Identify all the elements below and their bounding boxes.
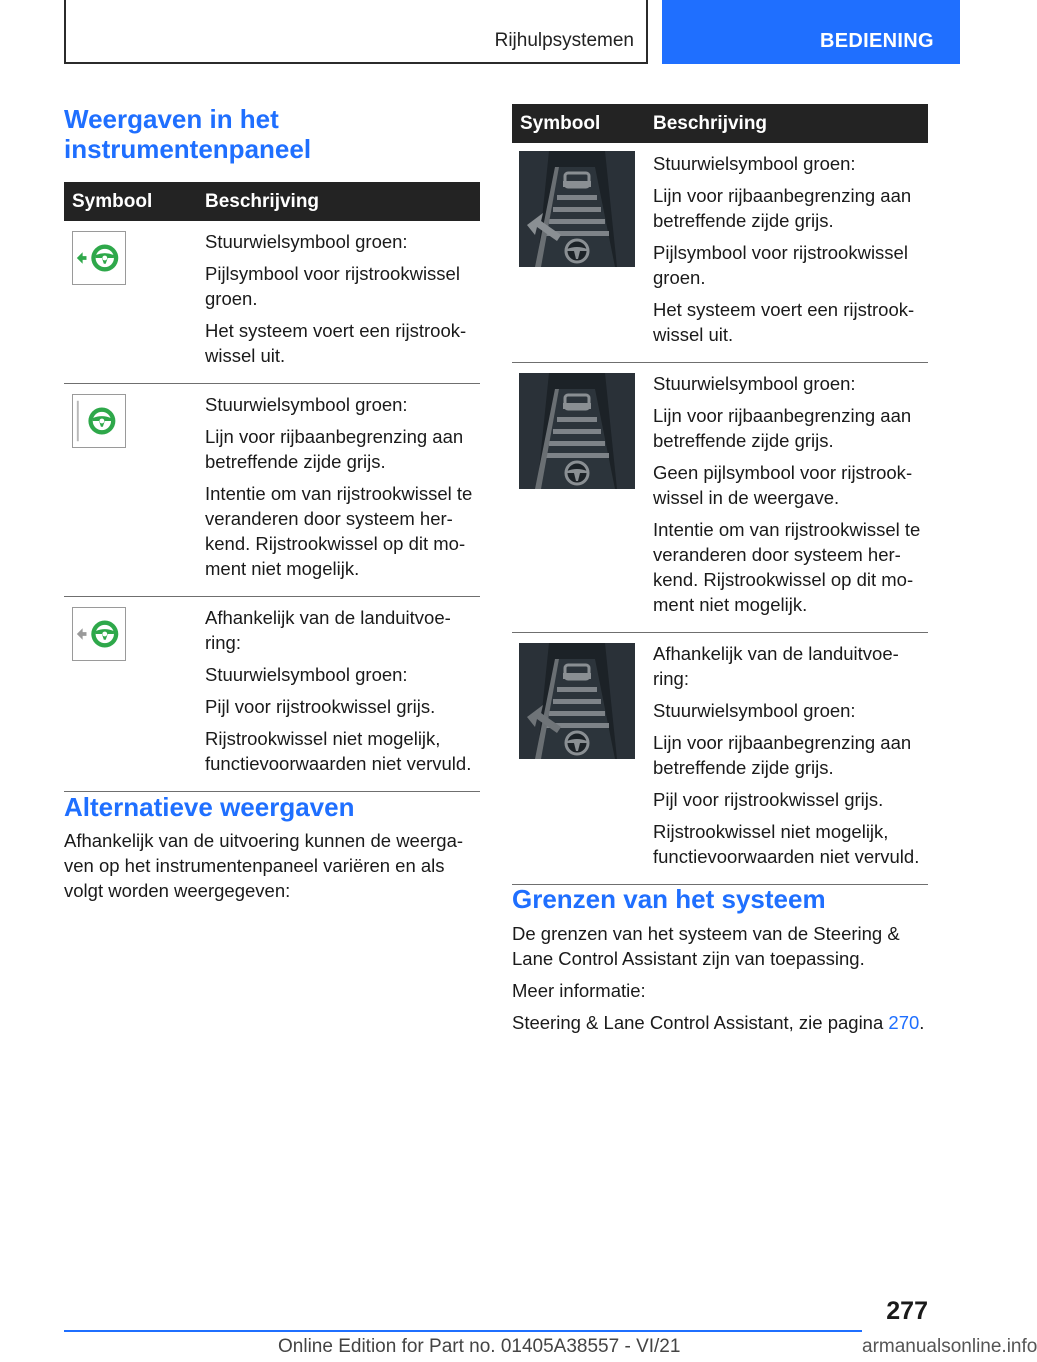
table-row	[512, 363, 928, 633]
row-text: Pijl voor rijstrookwissel grijs.	[653, 789, 884, 810]
row-text: Stuurwielsymbool groen:	[205, 394, 408, 415]
row-text: Pijl voor rijstrookwissel grijs.	[205, 696, 436, 717]
row-text: Lijn voor rijbaanbegrenzing aan betreffende zijde grijs.	[205, 426, 464, 472]
table-row	[512, 633, 928, 885]
table-row	[512, 143, 928, 363]
row-text: Afhankelijk van de landuitvoering:	[653, 643, 899, 689]
page-link-270[interactable]: 270	[888, 1012, 920, 1033]
row-text: Stuurwielsymbool groen:	[205, 231, 408, 252]
section-text-grenzen: De grenzen van het systeem van de Steering & Lane Control Assistant zijn van toepassing.	[512, 923, 900, 969]
row-text: Het systeem voert een rijstrookwissel uit.	[205, 320, 467, 366]
footer-watermark: armanualsonline.info	[862, 1336, 1037, 1357]
header-section-box	[64, 0, 648, 64]
reference-suffix: .	[919, 1012, 925, 1033]
table-header-row	[512, 104, 928, 143]
steering-wheel-green-icon	[72, 394, 126, 448]
row-text: Pijlsymbool voor rijstrookwissel groen.	[653, 242, 908, 288]
section-title-weergaven: Weergaven in het instrumentenpaneel	[64, 104, 312, 164]
footer-edition: Online Edition for Part no. 01405A38557 - VI/21	[278, 1336, 681, 1357]
table-header-symbol: Symbool	[64, 182, 201, 221]
footer-divider	[64, 1330, 862, 1332]
row-text: Lijn voor rijbaanbegrenzing aan betreffende zijde grijs.	[653, 405, 912, 451]
table-header-symbol: Symbool	[512, 104, 649, 143]
symbol-table-main	[64, 182, 480, 792]
row-text: Lijn voor rijbaanbegrenzing aan betreffende zijde grijs.	[653, 732, 912, 778]
row-text: Stuurwielsymbool groen:	[653, 700, 856, 721]
lane-display-grey-arrow-icon	[519, 643, 635, 759]
lane-display-icon	[519, 373, 635, 489]
table-header-description: Beschrijving	[201, 182, 480, 221]
section-title-alternatieve: Alternatieve weergaven	[64, 792, 355, 822]
header-section-title: Rijhulpsystemen	[494, 30, 634, 51]
table-header-row	[64, 182, 480, 221]
section-title-grenzen: Grenzen van het systeem	[512, 884, 826, 914]
steering-wheel-green-arrow-icon	[72, 231, 126, 285]
header-chapter-box	[662, 0, 960, 64]
row-text: Het systeem voert een rijstrookwissel uit.	[653, 299, 915, 345]
section-text-reference	[512, 1010, 928, 1035]
row-text: Stuurwielsymbool groen:	[205, 664, 408, 685]
row-text: Intentie om van rijstrookwissel te veranderen door systeem herkend. Rijstrookwissel op dit moment niet mogelijk.	[653, 519, 921, 615]
row-text: Stuurwielsymbool groen:	[653, 373, 856, 394]
table-row	[64, 221, 480, 384]
row-text: Lijn voor rijbaanbegrenzing aan betreffende zijde grijs.	[653, 185, 912, 231]
section-text-alternatieve: Afhankelijk van de uitvoering kunnen de weergaven op het instrumentenpaneel variëren en als volgt worden weergegeven:	[64, 830, 464, 901]
row-text: Rijstrookwissel niet mogelijk, functievoorwaarden niet vervuld.	[653, 821, 920, 867]
page-number: 277	[886, 1297, 928, 1325]
table-row	[64, 384, 480, 597]
header-chapter-title: BEDIENING	[820, 30, 934, 52]
section-text-meer-informatie: Meer informatie:	[512, 980, 646, 1001]
steering-wheel-green-grey-arrow-icon	[72, 607, 126, 661]
row-text: Geen pijlsymbool voor rijstrookwissel in de weergave.	[653, 462, 913, 508]
symbol-table-alternative	[512, 104, 928, 885]
row-text: Stuurwielsymbool groen:	[653, 153, 856, 174]
row-text: Intentie om van rijstrookwissel te veranderen door systeem herkend. Rijstrookwissel op dit moment niet mogelijk.	[205, 483, 473, 579]
row-text: Pijlsymbool voor rijstrookwissel groen.	[205, 263, 460, 309]
table-header-description: Beschrijving	[649, 104, 928, 143]
row-text: Rijstrookwissel niet mogelijk, functievoorwaarden niet vervuld.	[205, 728, 472, 774]
reference-text: Steering & Lane Control Assistant, zie pagina	[512, 1012, 889, 1033]
lane-display-arrow-icon	[519, 151, 635, 267]
table-row	[64, 597, 480, 792]
row-text: Afhankelijk van de landuitvoering:	[205, 607, 451, 653]
